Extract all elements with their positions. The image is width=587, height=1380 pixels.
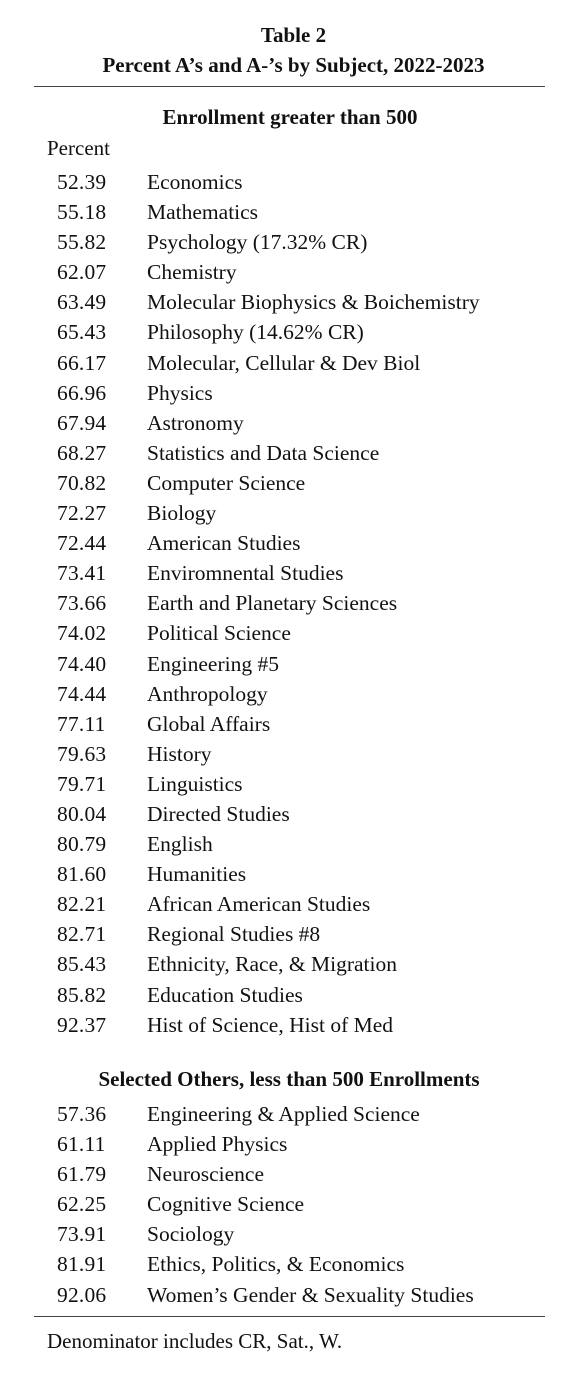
bottom-rule — [34, 1316, 545, 1317]
subject-cell: Engineering #5 — [147, 651, 279, 676]
percent-cell: 80.79 — [57, 832, 107, 857]
percent-cell: 55.18 — [57, 200, 107, 225]
table-row — [0, 921, 587, 951]
percent-cell: 67.94 — [57, 410, 107, 435]
subject-cell: Economics — [147, 170, 243, 194]
table-row — [0, 500, 587, 530]
percent-cell: 74.44 — [57, 681, 107, 706]
table-row — [0, 470, 587, 500]
table-row — [0, 1282, 587, 1312]
percent-cell: 92.06 — [57, 1282, 107, 1307]
percent-cell: 66.17 — [57, 350, 107, 375]
percent-cell: 63.49 — [57, 290, 107, 315]
subject-cell: Cognitive Science — [147, 1192, 305, 1217]
table-row — [0, 831, 587, 861]
percent-cell: 65.43 — [57, 320, 107, 345]
table-row — [0, 199, 587, 229]
subject-cell: Mathematics — [147, 200, 259, 225]
subject-cell: Philosophy (14.62% CR) — [147, 320, 364, 345]
percent-cell: 61.11 — [57, 1132, 106, 1157]
table-row — [0, 1191, 587, 1221]
table-row — [0, 289, 587, 319]
percent-cell: 82.71 — [57, 922, 107, 947]
percent-cell: 92.37 — [57, 1012, 107, 1037]
percent-cell: 79.71 — [57, 771, 107, 796]
table-row — [0, 440, 587, 470]
table-subtitle: Percent A’s and A-’s by Subject, 2022-2023 — [102, 53, 485, 77]
percent-cell: 73.91 — [57, 1222, 107, 1247]
subject-cell: African American Studies — [147, 892, 371, 917]
table-title: Table 2 — [260, 23, 327, 47]
table-row — [0, 982, 587, 1012]
subject-cell: Directed Studies — [147, 801, 290, 826]
percent-cell: 72.44 — [57, 531, 107, 556]
table-row — [0, 801, 587, 831]
subject-cell: Regional Studies #8 — [147, 922, 321, 947]
table-row — [0, 1251, 587, 1281]
table-row — [0, 1221, 587, 1251]
subject-cell: Ethics, Politics, & Economics — [147, 1252, 405, 1277]
table-row — [0, 771, 587, 801]
percent-cell: 74.02 — [57, 621, 107, 646]
subject-cell: History — [147, 741, 212, 766]
table-row — [0, 951, 587, 981]
subject-cell: Molecular Biophysics & Boichemistry — [147, 290, 480, 315]
table-row — [0, 711, 587, 741]
percent-cell: 74.40 — [57, 651, 107, 676]
percent-cell: 57.36 — [57, 1102, 107, 1126]
subject-cell: Engineering & Applied Science — [147, 1102, 420, 1126]
large-enrollment-rows — [0, 169, 587, 1042]
subject-cell: Astronomy — [147, 410, 244, 435]
percent-cell: 72.27 — [57, 501, 107, 526]
percent-cell: 66.96 — [57, 380, 107, 405]
table-row — [0, 319, 587, 349]
percent-cell: 79.63 — [57, 741, 107, 766]
subject-cell: Applied Physics — [147, 1132, 288, 1157]
subject-cell: Linguistics — [147, 771, 243, 796]
table-row — [0, 1161, 587, 1191]
subject-cell: American Studies — [147, 531, 301, 556]
percent-cell: 61.79 — [57, 1162, 107, 1187]
subject-cell: Hist of Science, Hist of Med — [147, 1012, 394, 1037]
small-enrollment-rows — [0, 1101, 587, 1312]
table-row — [0, 169, 587, 199]
table-row — [0, 1012, 587, 1042]
percent-cell: 77.11 — [57, 711, 106, 736]
percent-cell: 81.60 — [57, 862, 107, 887]
percent-cell: 73.66 — [57, 591, 107, 616]
table-row — [0, 259, 587, 289]
table-row — [0, 229, 587, 259]
subject-cell: Molecular, Cellular & Dev Biol — [147, 350, 421, 375]
section-heading-small-enrollment: Selected Others, less than 500 Enrollments — [98, 1067, 480, 1091]
subject-cell: Global Affairs — [147, 711, 271, 736]
subject-cell: Humanities — [147, 862, 247, 887]
subject-cell: Computer Science — [147, 470, 306, 495]
subject-cell: Anthropology — [147, 681, 268, 706]
subject-cell: English — [147, 832, 213, 857]
subject-cell: Chemistry — [147, 260, 237, 285]
subject-cell: Sociology — [147, 1222, 235, 1247]
table-row — [0, 681, 587, 711]
table-row — [0, 861, 587, 891]
footnote: Denominator includes CR, Sat., W. — [47, 1329, 343, 1353]
table-row — [0, 1131, 587, 1161]
percent-cell: 73.41 — [57, 561, 107, 586]
subject-cell: Biology — [147, 501, 217, 526]
top-rule — [34, 86, 545, 87]
table-row — [0, 741, 587, 771]
percent-cell: 81.91 — [57, 1252, 107, 1277]
percent-cell: 62.25 — [57, 1192, 107, 1217]
percent-cell: 68.27 — [57, 440, 107, 465]
subject-cell: Physics — [147, 380, 213, 405]
subject-cell: Psychology (17.32% CR) — [147, 230, 368, 255]
table-row — [0, 380, 587, 410]
percent-column-header: Percent — [47, 136, 110, 160]
table-row — [0, 560, 587, 590]
percent-cell: 85.82 — [57, 982, 107, 1007]
table-row — [0, 590, 587, 620]
table-row — [0, 891, 587, 921]
percent-cell: 82.21 — [57, 892, 107, 917]
section-heading-large-enrollment: Enrollment greater than 500 — [162, 105, 418, 129]
subject-cell: Enviromnental Studies — [147, 561, 344, 586]
subject-cell: Neuroscience — [147, 1162, 264, 1187]
subject-cell: Education Studies — [147, 982, 303, 1007]
table-row — [0, 1101, 587, 1131]
percent-cell: 55.82 — [57, 230, 107, 255]
percent-cell: 80.04 — [57, 801, 107, 826]
percent-cell: 52.39 — [57, 170, 107, 194]
subject-cell: Women’s Gender & Sexuality Studies — [147, 1282, 474, 1307]
percent-cell: 62.07 — [57, 260, 107, 285]
subject-cell: Political Science — [147, 621, 291, 646]
table-row — [0, 530, 587, 560]
subject-cell: Statistics and Data Science — [147, 440, 380, 465]
percent-cell: 70.82 — [57, 470, 107, 495]
subject-cell: Earth and Planetary Sciences — [147, 591, 398, 616]
table-row — [0, 350, 587, 380]
percent-cell: 85.43 — [57, 952, 107, 977]
table-row — [0, 410, 587, 440]
subject-cell: Ethnicity, Race, & Migration — [147, 952, 397, 977]
table-row — [0, 651, 587, 681]
table-row — [0, 620, 587, 650]
